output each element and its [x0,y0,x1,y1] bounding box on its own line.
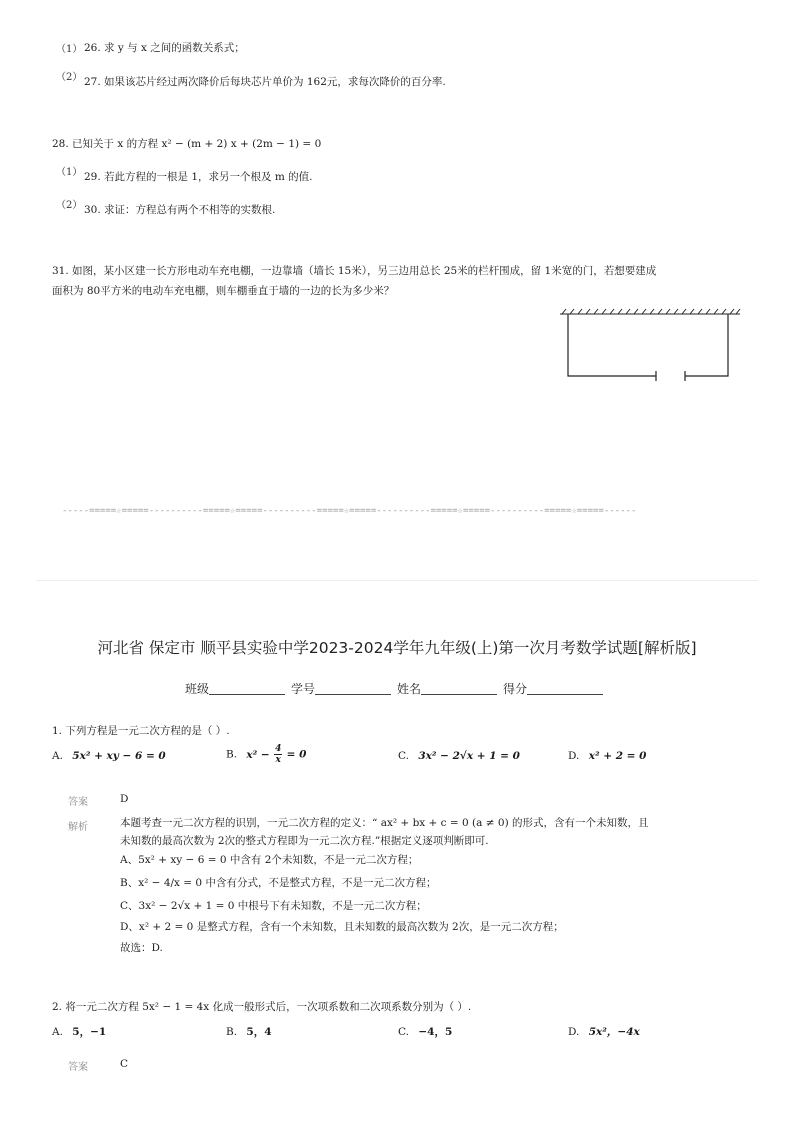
q2-answer: C [120,1058,129,1070]
field-score-label: 得分 [503,682,528,696]
field-id-blank[interactable] [315,682,391,695]
q2-option-c-expr: −4，5 [418,1026,453,1038]
q1-option-b-expr-pre: x² − [246,748,270,761]
q1-analysis-line: 未知数的最高次数为 2次的整式方程即为一元二次方程.”根据定义逐项判断即可. [120,835,489,847]
q28-text: 28. 已知关于 x 的方程 x² − (m + 2) x + (2m − 1) = 0 [52,138,322,150]
q1-option-b-fraction [274,744,282,765]
q2-answer-label: 答案 [68,1062,88,1073]
q1-analysis-line: B、x² − 4/x = 0 中含有分式，不是整式方程，不是一元二次方程； [120,877,437,889]
q1-stem: 1. 下列方程是一元二次方程的是（ ）. [52,725,230,737]
q2-option-b-label: B. [226,1026,238,1038]
q2-option-d-expr: 5x²，−4x [588,1026,640,1038]
document-title: 河北省 保定市 顺平县实验中学2023-2024学年九年级(上)第一次月考数学试题[解析版] [97,639,697,657]
q1-option-b-expr-post: = 0 [286,748,307,761]
fence-lines [568,314,728,381]
q1-analysis-label: 解析 [68,822,88,833]
q26-sub-number: （1） [56,44,83,55]
q1-option-b-numerator: 4 [275,744,282,754]
q29-sub-number: （1） [56,167,83,178]
q2-option-a-label: A. [52,1026,63,1038]
q1-analysis-line: A、5x² + xy − 6 = 0 中含有 2个未知数，不是一元二次方程； [120,854,419,866]
field-name-blank[interactable] [421,682,497,695]
q1-analysis-line: 故选：D. [120,942,163,954]
q29-text: 29. 若此方程的一根是 1，求另一个根及 m 的值. [84,171,313,183]
q2-stem: 2. 将一元二次方程 5x² − 1 = 4x 化成一般形式后，一次项系数和二次项系数分别为（ ）. [52,1001,472,1013]
q1-option-a-expr: 5x² + xy − 6 = 0 [72,750,166,762]
q2-option-b-expr: 5，4 [246,1026,272,1038]
q1-analysis-line: C、3x² − 2√x + 1 = 0 中根号下有未知数，不是一元二次方程； [120,900,427,912]
q27-text: 27. 如果该芯片经过两次降价后每块芯片单价为 162元，求每次降价的百分率. [84,76,446,88]
field-score-blank[interactable] [527,682,603,695]
q2-option-d-label: D. [568,1026,580,1038]
q31-text-line2: 面积为 80平方米的电动车充电棚，则车棚垂直于墙的一边的长为多少米？ [52,285,395,297]
q2-option-a-expr: 5，−1 [72,1026,107,1038]
q31-text-line1: 31. 如图，某小区建一长方形电动车充电棚，一边靠墙（墙长 15米），另三边用总长 25米的栏杆围成，留 1米宽的门，若想要建成 [52,265,657,277]
q1-option-d-expr: x² + 2 = 0 [588,750,647,762]
field-class-label: 班级 [184,682,209,696]
q1-option-c-expr: 3x² − 2√x + 1 = 0 [418,750,520,762]
q2-option-d [568,1024,640,1039]
q1-option-b-label: B. [226,748,238,761]
q1-option-b-denominator: x [275,755,281,765]
q1-option-c [398,750,520,762]
field-class-blank[interactable] [209,682,285,695]
section-divider: -----=====☆=====----------=====☆=====----------=====☆=====----------=====☆=====----------=====☆=====------ [62,506,637,516]
q1-option-c-label: C. [398,750,409,762]
q2-option-b [226,1024,272,1039]
q2-option-c-label: C. [398,1026,409,1038]
wall-hatching [560,309,740,314]
q1-answer-label: 答案 [68,797,88,808]
charging-shed-figure [558,308,744,384]
q1-analysis [120,813,649,959]
q1-answer: D [120,793,129,805]
student-info-fields [0,680,794,697]
q1-option-a [52,750,166,762]
field-name-label: 姓名 [397,682,422,696]
q27-sub-number: （2） [56,72,83,83]
page-break-line [36,580,758,581]
q2-option-a [52,1024,106,1039]
q30-text: 30. 求证：方程总有两个不相等的实数根. [84,204,276,216]
q1-option-d-label: D. [568,750,580,762]
q2-option-c [398,1024,452,1039]
q1-analysis-line: D、x² + 2 = 0 是整式方程，含有一个未知数，且未知数的最高次数为 2次，是一元二次方程； [120,921,564,933]
q1-option-d [568,750,646,762]
field-id-label: 学号 [290,682,315,696]
q26-text: 26. 求 y 与 x 之间的函数关系式； [84,42,245,54]
q1-option-a-label: A. [52,750,63,762]
q30-sub-number: （2） [56,200,83,211]
q1-option-b [226,744,306,765]
q1-analysis-line: 本题考查一元二次方程的识别，一元二次方程的定义：“ ax² + bx + c = 0 (a ≠ 0) 的形式，含有一个未知数，且 [120,817,649,829]
